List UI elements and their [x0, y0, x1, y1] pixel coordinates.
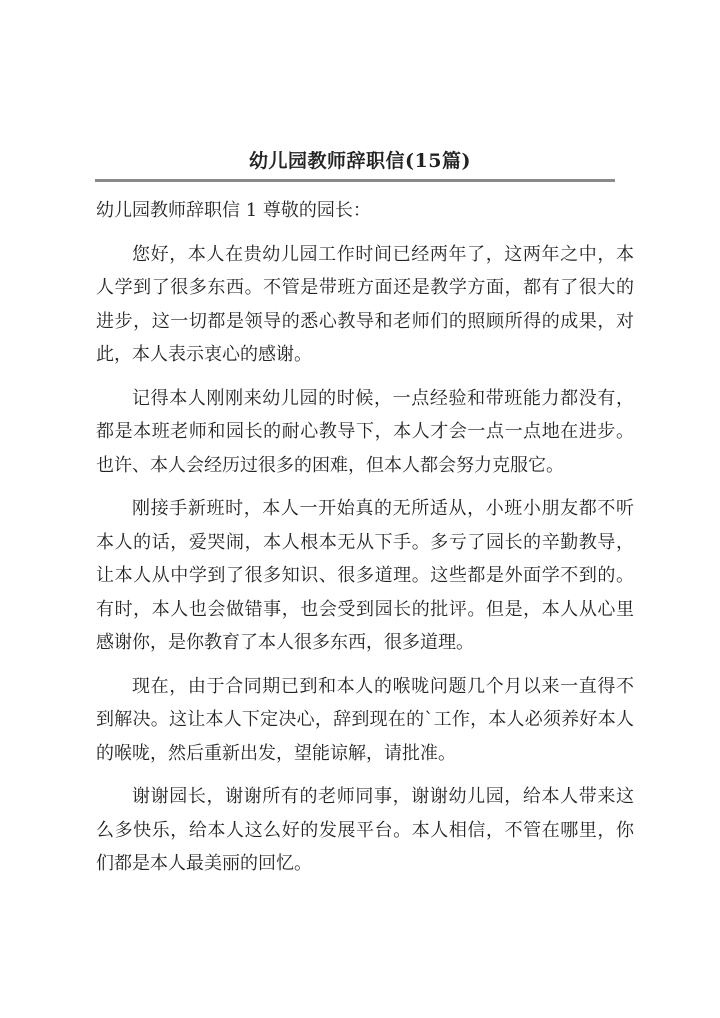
paragraph-1: 您好，本人在贵幼儿园工作时间已经两年了，这两年之中，本人学到了很多东西。不管是带班方面还是教学方面，都有了很大的进步，这一切都是领导的悉心教导和老师们的照顾所得的成果，对此，本人表示衷心的感谢。: [96, 243, 634, 365]
title-divider: [95, 179, 615, 182]
letter-heading-line: 幼儿园教师辞职信 1 尊敬的园长：: [96, 200, 371, 221]
paragraph-4: 现在，由于合同期已到和本人的喉咙问题几个月以来一直得不到解决。这让本人下定决心，辞到现在的`工作，本人必须养好本人的喉咙，然后重新出发，望能谅解，请批准。: [96, 675, 634, 764]
document-title: 幼儿园教师辞职信(15篇): [249, 150, 471, 172]
paragraph-5: 谢谢园长，谢谢所有的老师同事，谢谢幼儿园，给本人带来这么多快乐，给本人这么好的发展平台。本人相信，不管在哪里，你们都是本人最美丽的回忆。: [96, 786, 634, 874]
paragraph-2: 记得本人刚刚来幼儿园的时候，一点经验和带班能力都没有，都是本班老师和园长的耐心教导下，本人才会一点一点地在进步。也许、本人会经历过很多的困难，但本人都会努力克服它。: [96, 387, 634, 476]
paragraph-3: 刚接手新班时，本人一开始真的无所适从，小班小朋友都不听本人的话，爱哭闹，本人根本无从下手。多亏了园长的辛勤教导，让本人从中学到了很多知识、很多道理。这些都是外面学不到的。有时，本人也会做错事，也会受到园长的批评。但是，本人从心里感谢你，是你教育了本人很多东西，很多道理。: [96, 498, 634, 653]
document-body: [96, 194, 634, 891]
